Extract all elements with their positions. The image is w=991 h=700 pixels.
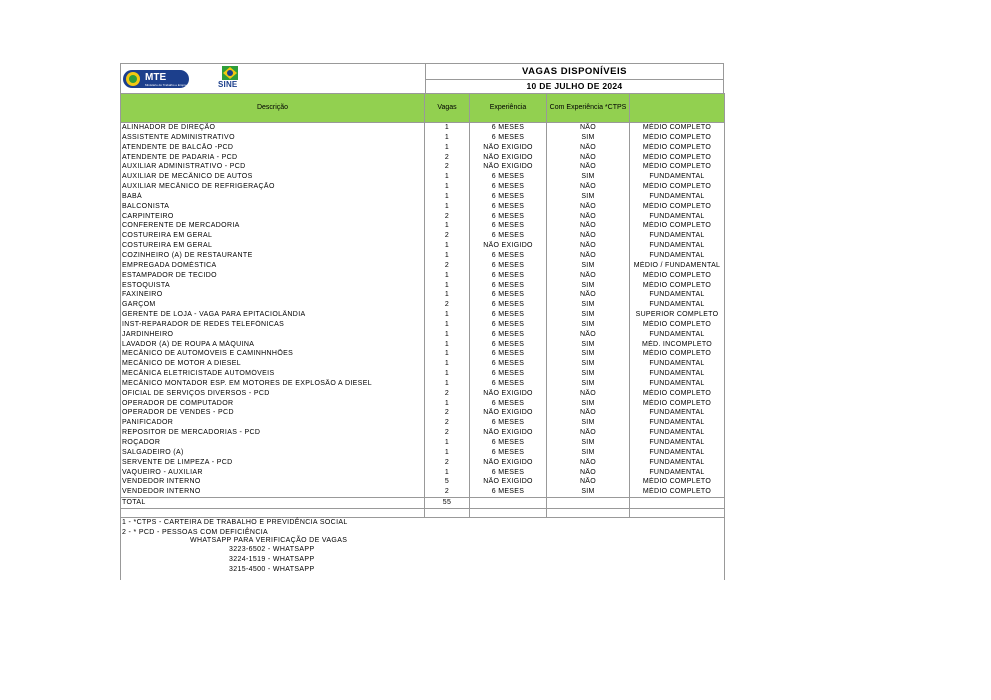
- job-title-cell: MECÂNICO DE MOTOR A DIESEL: [121, 359, 425, 369]
- education-cell: MÉDIO COMPLETO: [630, 143, 725, 153]
- experience-cell: 6 MESES: [470, 281, 547, 291]
- table-row: [121, 458, 725, 468]
- experience-cell: 6 MESES: [470, 290, 547, 300]
- table-row: [121, 153, 725, 163]
- table-row: [121, 418, 725, 428]
- experience-cell: 6 MESES: [470, 123, 547, 133]
- education-cell: SUPERIOR COMPLETO: [630, 310, 725, 320]
- education-cell: FUNDAMENTAL: [630, 251, 725, 261]
- total-empty-cell: [547, 498, 630, 509]
- education-cell: MÉD. INCOMPLETO: [630, 340, 725, 350]
- education-cell: FUNDAMENTAL: [630, 172, 725, 182]
- experience-cell: NÃO EXIGIDO: [470, 162, 547, 172]
- job-title-cell: BABÁ: [121, 192, 425, 202]
- vacancies-cell: 1: [425, 359, 470, 369]
- blank-row: [121, 508, 725, 517]
- col-header-vagas: Vagas: [425, 94, 470, 123]
- education-cell: FUNDAMENTAL: [630, 418, 725, 428]
- vacancies-cell: 2: [425, 428, 470, 438]
- education-cell: MÉDIO COMPLETO: [630, 123, 725, 133]
- table-row: [121, 448, 725, 458]
- table-row: [121, 379, 725, 389]
- ctps-cell: NÃO: [547, 202, 630, 212]
- vacancies-cell: 2: [425, 261, 470, 271]
- total-empty-cell: [630, 498, 725, 509]
- job-title-cell: PANIFICADOR: [121, 418, 425, 428]
- table-row: [121, 192, 725, 202]
- ctps-cell: SIM: [547, 438, 630, 448]
- job-title-cell: COZINHEIRO (A) DE RESTAURANTE: [121, 251, 425, 261]
- ctps-cell: SIM: [547, 359, 630, 369]
- experience-cell: 6 MESES: [470, 182, 547, 192]
- experience-cell: NÃO EXIGIDO: [470, 143, 547, 153]
- ctps-cell: NÃO: [547, 290, 630, 300]
- experience-cell: 6 MESES: [470, 438, 547, 448]
- vacancies-cell: 1: [425, 241, 470, 251]
- col-header-escolaridade: [630, 94, 725, 123]
- ctps-cell: NÃO: [547, 408, 630, 418]
- education-cell: MÉDIO COMPLETO: [630, 133, 725, 143]
- ctps-cell: SIM: [547, 399, 630, 409]
- job-title-cell: ATENDENTE DE BALCÃO -PCD: [121, 143, 425, 153]
- vacancies-cell: 2: [425, 162, 470, 172]
- vacancies-cell: 1: [425, 271, 470, 281]
- table-row: [121, 300, 725, 310]
- job-title-cell: COSTUREIRA EM GERAL: [121, 241, 425, 251]
- experience-cell: 6 MESES: [470, 172, 547, 182]
- col-header-experiencia: Experiência: [470, 94, 547, 123]
- vacancies-cell: 1: [425, 290, 470, 300]
- job-title-cell: AUXILIAR MECÂNICO DE REFRIGERAÇÃO: [121, 182, 425, 192]
- job-title-cell: EMPREGADA DOMÉSTICA: [121, 261, 425, 271]
- whatsapp-phone: 3223-6502 - WHATSAPP: [229, 545, 315, 553]
- vacancies-cell: 1: [425, 448, 470, 458]
- ctps-cell: NÃO: [547, 162, 630, 172]
- table-row: [121, 320, 725, 330]
- ctps-cell: SIM: [547, 320, 630, 330]
- education-cell: MÉDIO COMPLETO: [630, 162, 725, 172]
- experience-cell: 6 MESES: [470, 399, 547, 409]
- table-row: [121, 330, 725, 340]
- vacancies-cell: 5: [425, 477, 470, 487]
- education-cell: FUNDAMENTAL: [630, 369, 725, 379]
- total-empty-cell: [470, 498, 547, 509]
- whatsapp-phone: 3215-4500 - WHATSAPP: [229, 565, 315, 573]
- job-title-cell: ASSISTENTE ADMINISTRATIVO: [121, 133, 425, 143]
- table-header-row: [121, 94, 725, 123]
- total-value: 55: [425, 498, 470, 509]
- table-row: [121, 212, 725, 222]
- note-ctps: 1 - *CTPS - CARTEIRA DE TRABALHO E PREVIDÊNCIA SOCIAL: [122, 518, 348, 526]
- experience-cell: NÃO EXIGIDO: [470, 477, 547, 487]
- job-title-cell: INST-REPARADOR DE REDES TELEFÔNICAS: [121, 320, 425, 330]
- job-title-cell: SALGADEIRO (A): [121, 448, 425, 458]
- experience-cell: NÃO EXIGIDO: [470, 153, 547, 163]
- ctps-cell: SIM: [547, 349, 630, 359]
- experience-cell: 6 MESES: [470, 261, 547, 271]
- experience-cell: 6 MESES: [470, 369, 547, 379]
- experience-cell: 6 MESES: [470, 251, 547, 261]
- ctps-cell: SIM: [547, 369, 630, 379]
- experience-cell: 6 MESES: [470, 320, 547, 330]
- job-title-cell: ATENDENTE DE PADARIA - PCD: [121, 153, 425, 163]
- note-pcd: 2 - * PCD - PESSOAS COM DEFICIÊNCIA: [122, 528, 269, 536]
- notes-section: [120, 518, 725, 580]
- experience-cell: 6 MESES: [470, 330, 547, 340]
- job-title-cell: VAQUEIRO - AUXILIAR: [121, 468, 425, 478]
- job-title-cell: GARÇOM: [121, 300, 425, 310]
- job-title-cell: CARPINTEIRO: [121, 212, 425, 222]
- ctps-cell: NÃO: [547, 182, 630, 192]
- job-title-cell: AUXILIAR ADMINISTRATIVO - PCD: [121, 162, 425, 172]
- job-title-cell: ROÇADOR: [121, 438, 425, 448]
- experience-cell: 6 MESES: [470, 487, 547, 497]
- education-cell: MÉDIO COMPLETO: [630, 221, 725, 231]
- experience-cell: NÃO EXIGIDO: [470, 389, 547, 399]
- table-row: [121, 231, 725, 241]
- vacancies-cell: 1: [425, 182, 470, 192]
- vacancies-cell: 1: [425, 340, 470, 350]
- ctps-cell: NÃO: [547, 477, 630, 487]
- vacancies-cell: 2: [425, 153, 470, 163]
- ctps-cell: SIM: [547, 487, 630, 497]
- ctps-cell: NÃO: [547, 123, 630, 133]
- education-cell: MÉDIO COMPLETO: [630, 349, 725, 359]
- table-row: [121, 310, 725, 320]
- experience-cell: 6 MESES: [470, 310, 547, 320]
- ctps-cell: SIM: [547, 340, 630, 350]
- vacancies-cell: 1: [425, 438, 470, 448]
- experience-cell: 6 MESES: [470, 212, 547, 222]
- job-title-cell: FAXINEIRO: [121, 290, 425, 300]
- logo-area: [121, 64, 426, 93]
- education-cell: FUNDAMENTAL: [630, 300, 725, 310]
- table-row: [121, 290, 725, 300]
- blank-cell: [121, 508, 425, 517]
- education-cell: FUNDAMENTAL: [630, 290, 725, 300]
- job-title-cell: MECÂNICA ELETRICISTADE AUTOMÓVEIS: [121, 369, 425, 379]
- vacancies-cell: 2: [425, 418, 470, 428]
- col-header-descricao: Descrição: [121, 94, 425, 123]
- experience-cell: 6 MESES: [470, 192, 547, 202]
- sine-logo: [218, 66, 246, 92]
- vacancies-cell: 1: [425, 251, 470, 261]
- education-cell: FUNDAMENTAL: [630, 212, 725, 222]
- vacancies-cell: 1: [425, 379, 470, 389]
- mte-logo-text: MTE: [145, 72, 167, 83]
- table-row: [121, 221, 725, 231]
- education-cell: FUNDAMENTAL: [630, 468, 725, 478]
- sheet-header: [120, 63, 724, 93]
- education-cell: FUNDAMENTAL: [630, 192, 725, 202]
- mte-logo: [123, 68, 191, 90]
- ctps-cell: NÃO: [547, 330, 630, 340]
- table-row: [121, 359, 725, 369]
- job-title-cell: OPERADOR DE VENDES - PCD: [121, 408, 425, 418]
- job-title-cell: MECÂNICO DE AUTOMÓVEIS E CAMINHNHÕES: [121, 349, 425, 359]
- vacancies-cell: 2: [425, 389, 470, 399]
- experience-cell: 6 MESES: [470, 300, 547, 310]
- job-title-cell: BALCONISTA: [121, 202, 425, 212]
- education-cell: FUNDAMENTAL: [630, 408, 725, 418]
- experience-cell: NÃO EXIGIDO: [470, 458, 547, 468]
- vacancies-cell: 2: [425, 300, 470, 310]
- table-row: [121, 261, 725, 271]
- experience-cell: NÃO EXIGIDO: [470, 428, 547, 438]
- ctps-cell: SIM: [547, 261, 630, 271]
- education-cell: MÉDIO COMPLETO: [630, 320, 725, 330]
- table-row: [121, 399, 725, 409]
- table-row: [121, 182, 725, 192]
- job-title-cell: VENDEDOR INTERNO: [121, 487, 425, 497]
- page-date: 10 DE JULHO DE 2024: [526, 81, 623, 91]
- table-row: [121, 143, 725, 153]
- job-title-cell: VENDEDOR INTERNO: [121, 477, 425, 487]
- experience-cell: 6 MESES: [470, 133, 547, 143]
- table-body: [121, 123, 725, 498]
- experience-cell: 6 MESES: [470, 468, 547, 478]
- job-vacancy-sheet: [120, 63, 724, 580]
- vacancies-cell: 1: [425, 369, 470, 379]
- experience-cell: 6 MESES: [470, 202, 547, 212]
- vacancies-cell: 1: [425, 281, 470, 291]
- vacancies-cell: 1: [425, 133, 470, 143]
- education-cell: MÉDIO COMPLETO: [630, 487, 725, 497]
- vacancies-cell: 1: [425, 310, 470, 320]
- total-row: [121, 498, 725, 509]
- ctps-cell: NÃO: [547, 143, 630, 153]
- education-cell: MÉDIO COMPLETO: [630, 399, 725, 409]
- ctps-cell: NÃO: [547, 221, 630, 231]
- ctps-cell: SIM: [547, 192, 630, 202]
- education-cell: FUNDAMENTAL: [630, 241, 725, 251]
- ctps-cell: SIM: [547, 172, 630, 182]
- vacancies-cell: 1: [425, 172, 470, 182]
- blank-cell: [470, 508, 547, 517]
- ctps-cell: NÃO: [547, 241, 630, 251]
- table-row: [121, 438, 725, 448]
- experience-cell: 6 MESES: [470, 448, 547, 458]
- table-row: [121, 477, 725, 487]
- experience-cell: 6 MESES: [470, 418, 547, 428]
- job-title-cell: ESTAMPADOR DE TECIDO: [121, 271, 425, 281]
- vacancies-cell: 1: [425, 468, 470, 478]
- ctps-cell: NÃO: [547, 468, 630, 478]
- ctps-cell: SIM: [547, 133, 630, 143]
- ctps-cell: NÃO: [547, 428, 630, 438]
- experience-cell: 6 MESES: [470, 221, 547, 231]
- education-cell: FUNDAMENTAL: [630, 359, 725, 369]
- ctps-cell: NÃO: [547, 153, 630, 163]
- vacancies-cell: 2: [425, 212, 470, 222]
- education-cell: FUNDAMENTAL: [630, 231, 725, 241]
- vacancies-cell: 1: [425, 192, 470, 202]
- experience-cell: 6 MESES: [470, 271, 547, 281]
- table-row: [121, 408, 725, 418]
- total-label: TOTAL: [121, 498, 425, 509]
- vacancies-cell: 2: [425, 231, 470, 241]
- table-row: [121, 428, 725, 438]
- education-cell: MÉDIO COMPLETO: [630, 477, 725, 487]
- vacancies-cell: 1: [425, 143, 470, 153]
- education-cell: FUNDAMENTAL: [630, 330, 725, 340]
- ctps-cell: SIM: [547, 310, 630, 320]
- ctps-cell: SIM: [547, 300, 630, 310]
- table-row: [121, 241, 725, 251]
- education-cell: MÉDIO COMPLETO: [630, 153, 725, 163]
- ctps-cell: SIM: [547, 379, 630, 389]
- ctps-cell: NÃO: [547, 212, 630, 222]
- ctps-cell: NÃO: [547, 231, 630, 241]
- sine-logo-text: SINE: [218, 80, 238, 89]
- education-cell: FUNDAMENTAL: [630, 379, 725, 389]
- col-header-ctps: Com Experiência *CTPS: [547, 94, 630, 123]
- table-row: [121, 487, 725, 497]
- whatsapp-phone: 3224-1519 - WHATSAPP: [229, 555, 315, 563]
- ctps-cell: NÃO: [547, 251, 630, 261]
- education-cell: MÉDIO COMPLETO: [630, 389, 725, 399]
- table-row: [121, 389, 725, 399]
- vacancies-cell: 2: [425, 458, 470, 468]
- education-cell: FUNDAMENTAL: [630, 428, 725, 438]
- job-title-cell: ESTOQUISTA: [121, 281, 425, 291]
- table-row: [121, 468, 725, 478]
- vacancies-cell: 1: [425, 399, 470, 409]
- ctps-cell: NÃO: [547, 271, 630, 281]
- job-title-cell: LAVADOR (A) DE ROUPA A MÁQUINA: [121, 340, 425, 350]
- education-cell: FUNDAMENTAL: [630, 448, 725, 458]
- education-cell: MÉDIO COMPLETO: [630, 182, 725, 192]
- table-row: [121, 340, 725, 350]
- experience-cell: 6 MESES: [470, 379, 547, 389]
- blank-cell: [425, 508, 470, 517]
- vacancies-cell: 1: [425, 221, 470, 231]
- vacancies-cell: 2: [425, 487, 470, 497]
- ctps-cell: NÃO: [547, 389, 630, 399]
- job-title-cell: CONFERENTE DE MERCADORIA: [121, 221, 425, 231]
- experience-cell: NÃO EXIGIDO: [470, 241, 547, 251]
- mte-logo-subtext: Ministério do Trabalho e Emprego: [145, 83, 191, 87]
- job-title-cell: AUXILIAR DE MECÂNICO DE AUTOS: [121, 172, 425, 182]
- experience-cell: 6 MESES: [470, 359, 547, 369]
- blank-cell: [630, 508, 725, 517]
- experience-cell: 6 MESES: [470, 349, 547, 359]
- table-row: [121, 202, 725, 212]
- education-cell: MÉDIO COMPLETO: [630, 202, 725, 212]
- table-row: [121, 349, 725, 359]
- experience-cell: 6 MESES: [470, 340, 547, 350]
- vacancies-cell: 1: [425, 330, 470, 340]
- table-row: [121, 369, 725, 379]
- table-row: [121, 133, 725, 143]
- vacancies-cell: 1: [425, 349, 470, 359]
- job-title-cell: MECÂNICO MONTADOR ESP. EM MOTORES DE EXPLOSÃO A DIESEL: [121, 379, 425, 389]
- education-cell: FUNDAMENTAL: [630, 458, 725, 468]
- table-row: [121, 271, 725, 281]
- table-row: [121, 251, 725, 261]
- blank-cell: [547, 508, 630, 517]
- job-title-cell: REPOSITOR DE MERCADORIAS - PCD: [121, 428, 425, 438]
- ctps-cell: NÃO: [547, 458, 630, 468]
- education-cell: MÉDIO COMPLETO: [630, 281, 725, 291]
- job-title-cell: OPERADOR DE COMPUTADOR: [121, 399, 425, 409]
- job-title-cell: GERENTE DE LOJA - VAGA PARA EPITACIOLÂNDIA: [121, 310, 425, 320]
- table-row: [121, 162, 725, 172]
- page-title: VAGAS DISPONÍVEIS: [426, 64, 723, 80]
- vacancies-cell: 1: [425, 202, 470, 212]
- job-title-cell: COSTUREIRA EM GERAL: [121, 231, 425, 241]
- job-title-cell: SERVENTE DE LIMPEZA - PCD: [121, 458, 425, 468]
- vacancies-cell: 1: [425, 123, 470, 133]
- education-cell: MÉDIO COMPLETO: [630, 271, 725, 281]
- experience-cell: NÃO EXIGIDO: [470, 408, 547, 418]
- ctps-cell: SIM: [547, 418, 630, 428]
- experience-cell: 6 MESES: [470, 231, 547, 241]
- education-cell: FUNDAMENTAL: [630, 438, 725, 448]
- vacancies-cell: 2: [425, 408, 470, 418]
- job-title-cell: ALINHADOR DE DIREÇÃO: [121, 123, 425, 133]
- table-row: [121, 123, 725, 133]
- table-row: [121, 172, 725, 182]
- job-title-cell: JARDINHEIRO: [121, 330, 425, 340]
- education-cell: MÉDIO / FUNDAMENTAL: [630, 261, 725, 271]
- job-title-cell: OFICIAL DE SERVIÇOS DIVERSOS - PCD: [121, 389, 425, 399]
- vacancy-table: [120, 93, 725, 518]
- table-row: [121, 281, 725, 291]
- ctps-cell: SIM: [547, 281, 630, 291]
- ctps-cell: SIM: [547, 448, 630, 458]
- vacancies-cell: 1: [425, 320, 470, 330]
- whatsapp-title: WHATSAPP PARA VERIFICAÇÃO DE VAGAS: [190, 536, 348, 544]
